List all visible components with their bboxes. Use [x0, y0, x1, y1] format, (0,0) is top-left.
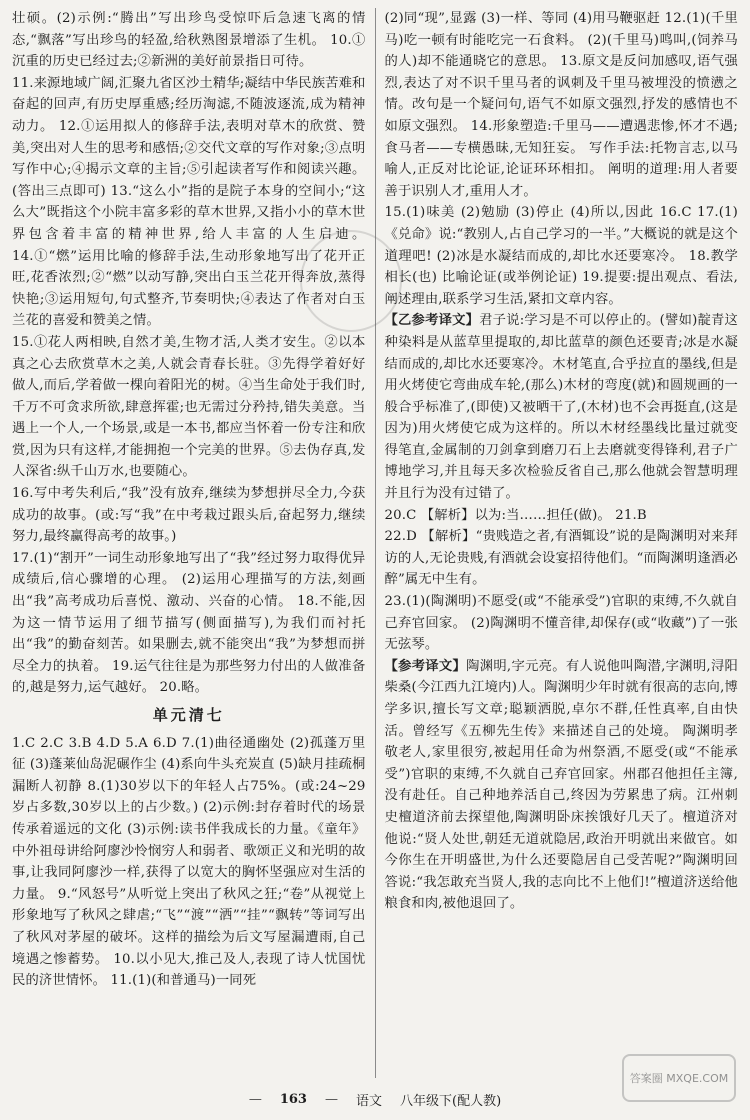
answer-paragraph: 20.C 【解析】以为:当……担任(做)。 21.B [384, 507, 647, 523]
faded-stamp-icon [300, 230, 402, 332]
grade-label: 八年级下(配人教) [400, 1093, 502, 1109]
answer-paragraph: 22.D 【解析】“贵贱造之者,有酒辄设”说的是陶渊明对来拜访的人,无论贵贱,有酒就会设宴招待他们。“而陶渊明逢酒必醉”属无中生有。 [384, 529, 738, 588]
answer-paragraph: 15.①花人两相映,自然才美,生物才活,人类才安生。②以本真之心去欣赏草木之美,人就会青春长驻。③先得学着好好做人,而后,学着做一棵向着阳光的树。④当生命处于我们时,千万不可贪求所欲,肆意挥霍;也无需过分矜持,错失美意。当遇上一个人,一个场景,或是一本书,都应当怀着一份专注和欣赏,因为只有这样,才能拥抱一个完美的世界。⑤去伪存真,发人深省:纵千山万水,也要随心。 [12, 334, 366, 480]
translation-text: 君子说:学习是不可以停止的。(譬如)靛青这种染料是从蓝草里提取的,却比蓝草的颜色还要青;冰是水凝结而成的,却比水还要寒冷。木材笔直,合乎拉直的墨线,但是用火烤使它弯曲成车轮,(那么)木材的弯度(就)和圆规画的一般合乎标准了,(即使)又被晒干了,(木材)也不会再挺直,(这是因为)用火烤使它成为这样的。所以木材经墨线比量过就变得笔直,金属制的刀剑拿到磨刀石上去磨就变得锋利,君子广博地学习,并且每天多次检验反省自己,那么他就会智慧明理并且行为没有过错了。 [384, 313, 738, 502]
answer-paragraph: 17.(1)“割开”一词生动形象地写出了“我”经过努力取得优异成绩后,信心骤增的心理。 (2)运用心理描写的方法,刻画出“我”高考成功后喜悦、激动、兴奋的心情。 18.不能,因为这一情节运用了细节描写(侧面描写),为我们而衬托出“我”的勤奋刻苦。如果删去,就不能突出“我”为梦想而拼尽全力的执着。 19.运气往往是为那些努力付出的人做准备的,越是努力,运气越好。 20.略。 [12, 550, 366, 696]
subject-label: 语文 [355, 1093, 382, 1109]
answer-paragraph: 壮硕。(2)示例:“腾出”写出珍鸟受惊吓后急速飞离的情态,“飘落”写出珍鸟的轻盈,给秋熟图景增添了生机。 10.①沉重的历史已经过去;②新洲的美好前景指日可待。 [12, 11, 366, 70]
translation-label: 【参考译文】 [384, 658, 467, 674]
answer-paragraph: (2)同“现”,显露 (3)一样、等同 (4)用马鞭驱赶 12.(1)(千里马)吃一顿有时能吃完一石食料。 (2)(千里马)鸣叫,(饲养马的人)却不能通晓它的意思。 13.原文是反问加感叹,语气强烈,表达了对不识千里马者的讽刺及千里马被埋没的愤懑之情。改句是一个疑问句,语气不如原文强烈,抒发的感情也不如原文强烈。 14.形象塑造:千里马——遭遇悲惨,怀才不遇;食马者——专横愚昧,无知狂妄。 写作手法:托物言志,以马喻人,正反对比论证,论证环环相扣。 阐明的道理:用人者要善于识别人才,重用人才。 [384, 11, 738, 199]
left-column [12, 8, 375, 1078]
page-footer: — 163 — 语文 八年级下(配人教) [248, 1091, 502, 1109]
two-column-body [12, 8, 738, 1078]
watermark-logo: 答案圈 MXQE.COM [622, 1054, 736, 1102]
unit-heading: 单元清七 [152, 706, 225, 724]
translation-paragraph [385, 310, 739, 504]
answer-paragraph: 15.(1)味美 (2)勉励 (3)停止 (4)所以,因此 16.C 17.(1)《兑命》说:“教别人,占自己学习的一半。”大概说的就是这个道理吧! (2)冰是水凝结而成的,却比水还要寒冷。 18.教学相长(也) 比喻论证(或举例论证) 19.提要:提出观点、看法,阐述理由,联系学习生活,紧扣文章内容。 [384, 205, 738, 307]
translation-label: 【乙参考译文】 [384, 313, 480, 329]
answer-paragraph: 1.C 2.C 3.B 4.D 5.A 6.D 7.(1)曲径通幽处 (2)孤蓬万里征 (3)蓬莱仙岛泥碾作尘 (4)系向牛头充炭直 (5)缺月挂疏桐 漏断人初静 8.(1)30岁以下的年轻人占75%。(或:24~29岁占多数,30岁以上的占少数。) (2)示例:封存着时代的场景 传承着遥远的文化 (3)示例:读书伴我成长的力量。《童年》中外祖母讲给阿廖沙怜悯穷人和弱者、歌颂正义和光明的故事,让我同阿廖沙一样,获得了以宽大的胸怀坚强应对生活的力量。 9.“风怒号”从听觉上突出了秋风之狂;“卷”从视觉上形象地写了秋风之肆虐;“飞”“渡”“洒”“挂”“飘转”等词写出了秋风对茅屋的破坏。这样的描绘为后文写屋漏遭雨,自己境遇之惨蓄势。 10.以小见大,推己及人,表现了诗人忧国忧民的济世情怀。 11.(1)(和普通马)一同死 [12, 735, 366, 989]
translation-paragraph [385, 656, 739, 915]
page-number: 163 [279, 1091, 307, 1107]
translation-text: 陶渊明,字元亮。有人说他叫陶潜,字渊明,浔阳柴桑(今江西九江境内)人。陶渊明少年时就有很高的志向,博学多识,擅长写文章;聪颖洒脱,卓尔不群,任性真率,自由快活。曾经写《五柳先生传》来描述自己的处境。 陶渊明孝敬老人,家里很穷,被起用任命为州祭酒,不愿受(或“不能承受”)官职的束缚,不久就自己弃官回家。州郡召他担任主簿,没有赴任。自己种地养活自己,终因为劳累患了病。江州刺史檀道济前去探望他,陶渊明卧床挨饿好几天了。檀道济对他说:“贤人处世,朝廷无道就隐居,政治开明就出来做官。如今你生在开明盛世,为什么还要隐居自己受苦呢?”陶渊明回答说:“我怎敢充当贤人,我的志向比不上他们!”檀道济送给他粮食和肉,被他退回了。 [384, 658, 738, 912]
answer-paragraph: 23.(1)(陶渊明)不愿受(或“不能承受”)官职的束缚,不久就自己弃官回家。 (2)陶渊明不懂音律,却保存(或“收藏”)了一张无弦琴。 [384, 594, 738, 653]
right-column [375, 8, 739, 1078]
answer-paragraph: 11.来源地域广阔,汇聚九省区沙土精华;凝结中华民族苦难和奋起的回声,有历史厚重感;经历淘滤,不随波逐流,成为精神动力。 12.①运用拟人的修辞手法,表明对草木的欣赏、赞美,突出对人生的思考和感悟;②交代文章的写作对象;③点明写作中心;④揭示文章的主旨;⑤引起读者写作和阅读兴趣。(答出三点即可) 13.“这么小”指的是院子本身的空间小;“这么大”既指这个小院丰富多彩的草木世界,又指小小的草木世界包含着丰富的精神世界,给人丰富的人生启迪。 14.①“燃”运用比喻的修辞手法,生动形象地写出了花开正旺,花香浓烈;②“燃”以动写静,突出白玉兰花开得奔放,蒸得快艳;③运用短句,句式整齐,节奏明快;④表达了作者对白玉兰花的喜爱和赞美之情。 [12, 75, 366, 329]
answer-paragraph: 16.写中考失利后,“我”没有放弃,继续为梦想拼尽全力,今获成功的故事。(或:写“我”在中考栽过跟头后,奋起努力,继续努力,最终赢得高考的故事。) [12, 486, 366, 545]
